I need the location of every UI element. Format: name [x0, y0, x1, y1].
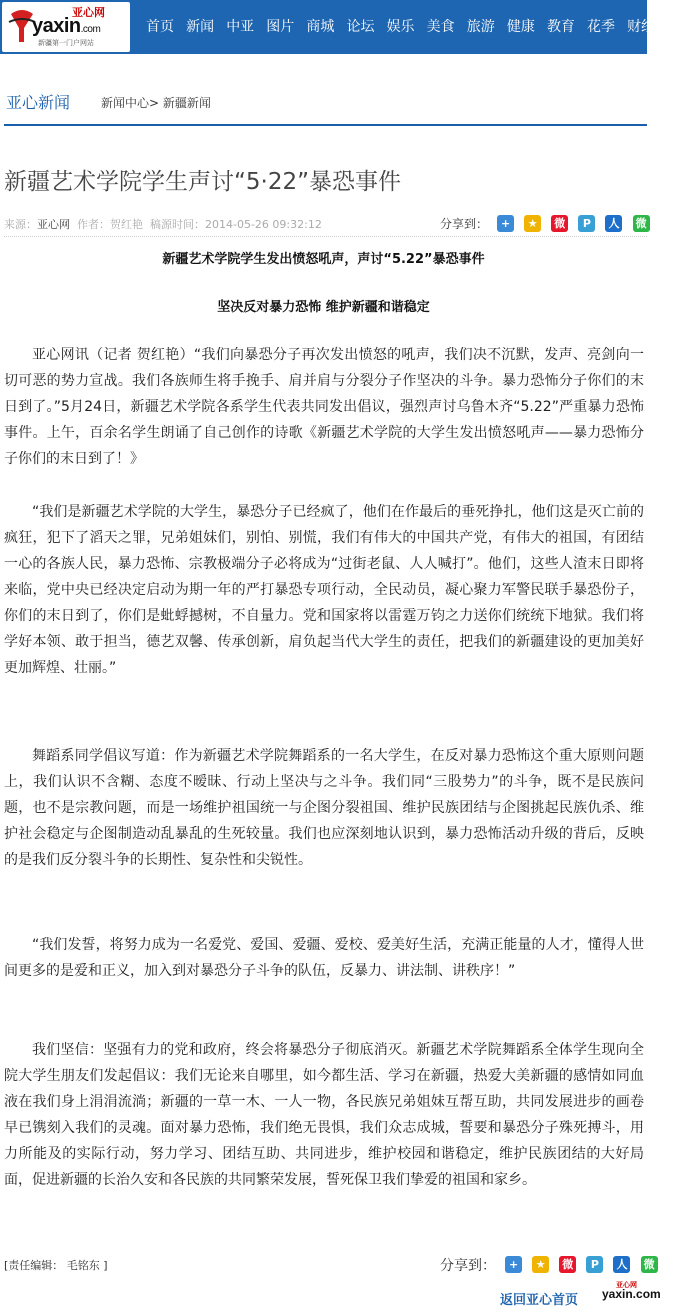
author: 作者：贺红艳 — [77, 218, 143, 231]
qq-space-star-icon[interactable]: ★ — [524, 215, 541, 232]
back-home-link[interactable]: 返回亚心首页 — [500, 1293, 579, 1308]
logo-brand-en: yaxin.com — [32, 15, 101, 37]
breadcrumb-leaf[interactable]: 新疆新闻 — [162, 96, 211, 110]
header-divider — [4, 124, 647, 126]
breadcrumb-bar — [0, 90, 647, 118]
weibo-icon[interactable]: 微 — [559, 1256, 576, 1273]
main-nav — [146, 16, 688, 36]
article-title: 新疆艺术学院学生声讨“5·22”暴恐事件 — [4, 169, 402, 195]
footer-logo[interactable] — [590, 1280, 661, 1308]
nav-item[interactable]: 旅游 — [466, 19, 495, 35]
responsible-editor: [责任编辑： 毛铭东 ] — [4, 1259, 108, 1272]
qzone-icon[interactable]: + — [497, 215, 514, 232]
source-label: 来源： — [4, 218, 37, 231]
weibo-icon[interactable]: 微 — [551, 215, 568, 232]
nav-item[interactable]: 花季 — [587, 19, 616, 35]
meta-divider — [4, 236, 647, 237]
nav-item[interactable]: 美食 — [426, 19, 455, 35]
source-link[interactable]: 亚心网 — [37, 218, 70, 231]
article-subtitle: 坚决反对暴力恐怖 维护新疆和谐稳定 — [217, 300, 430, 315]
share-bar-top — [440, 213, 655, 233]
top-nav-bar — [0, 0, 682, 54]
article-paragraph: 我们坚信：坚强有力的党和政府，终会将暴恐分子彻底消灭。新疆艺术学院舞蹈系全体学生现向全院大学生朋友们发起倡议：我们无论来自哪里，如今都生活、学习在新疆，热爱大美新疆的感情如同血液在我们身上涓涓流淌；新疆的一草一木、一人一物，各民族兄弟姐妹互帮互助，共同发展进步的画卷早已镌刻入我们的灵魂。面对暴力恐怖，我们绝无畏惧，我们众志成城，誓要和暴恐分子殊死搏斗，用力所能及的实际行动，努力学习、团结互助、共同进步，维护校园和谐稳定，维护民族团结的大好局面，促进新疆的长治久安和各民族的共同繁荣发展，誓死保卫我们挚爱的祖国和家乡。 — [4, 1042, 644, 1188]
nav-item[interactable]: 财经 — [627, 19, 656, 35]
tencent-weibo-icon[interactable]: P — [578, 215, 595, 232]
article-paragraph: 舞蹈系同学倡议写道：作为新疆艺术学院舞蹈系的一名大学生，在反对暴力恐怖这个重大原则问题上，我们认识不含糊、态度不暧昧、行动上坚决与之斗争。我们同“三股势力”的斗争，既不是民族问题，也不是宗教问题，而是一场维护祖国统一与企图分裂祖国、维护民族团结与企图挑起民族仇杀、维护社会稳定与企图制造动乱暴乱的生死较量。我们也应深刻地认识到，暴力恐怖活动升级的背后，反映的是我们反分裂斗争的长期性、复杂性和尖锐性。 — [4, 748, 644, 868]
share-label: 分享到： — [440, 1257, 496, 1274]
nav-item[interactable]: 首页 — [146, 19, 174, 35]
publish-time: 稿源时间：2014-05-26 09:32:12 — [150, 218, 322, 231]
breadcrumb-root[interactable]: 新闻中心 — [101, 96, 150, 110]
tencent-weibo-icon[interactable]: P — [586, 1256, 603, 1273]
nav-item[interactable]: 商城 — [306, 19, 335, 35]
wechat-icon[interactable]: 微 — [641, 1256, 658, 1273]
qzone-icon[interactable]: + — [505, 1256, 522, 1273]
wechat-icon[interactable]: 微 — [633, 215, 650, 232]
footer-logo-cn: 亚心网 — [616, 1281, 637, 1289]
nav-item[interactable]: 新闻 — [186, 19, 215, 35]
share-label: 分享到： — [440, 217, 489, 231]
breadcrumb-separator: > — [149, 96, 160, 110]
nav-item[interactable]: 房 — [667, 19, 682, 35]
article-paragraph: “我们是新疆艺术学院的大学生，暴恐分子已经疯了，他们在作最后的垂死挣扎，他们这是灭亡前的疯狂，犯下了滔天之罪，兄弟姐妹们，别怕、别慌，我们有伟大的中国共产党，有伟大的祖国，有团结一心的各族人民，暴力恐怖、宗教极端分子必将成为“过街老鼠、人人喊打”。他们，这些人渣末日即将来临，党中央已经决定启动为期一年的严打暴恐专项行动，全民动员，凝心聚力军警民联手暴恐份子，你们的末日到了，你们是蚍蜉撼树，不自量力。党和国家将以雷霆万钧之力送你们统统下地狱。我们将学好本领、敢于担当，德艺双馨、传承创新，肩负起当代大学生的责任，把我们的新疆建设的更加美好更加辉煌、壮丽。” — [4, 504, 644, 676]
site-logo[interactable] — [2, 2, 130, 52]
nav-item[interactable]: 中亚 — [226, 19, 255, 35]
logo-brand-cn: 亚心网 — [72, 6, 105, 19]
article-paragraph: “我们发誓，将努力成为一名爱党、爱国、爱疆、爱校、爱美好生活，充满正能量的人才，懂得人世间更多的是爱和正义，加入到对暴恐分子斗争的队伍，反暴力、讲法制、讲秩序！” — [4, 937, 644, 979]
nav-item[interactable]: 论坛 — [346, 19, 375, 35]
nav-item[interactable]: 教育 — [546, 19, 575, 35]
renren-icon[interactable]: 人 — [605, 215, 622, 232]
nav-item[interactable]: 健康 — [506, 19, 535, 35]
logo-slogan: 新疆第一门户网站 — [38, 39, 94, 47]
renren-icon[interactable]: 人 — [613, 1256, 630, 1273]
section-title[interactable]: 亚心新闻 — [6, 93, 71, 112]
share-bar-bottom — [440, 1254, 663, 1274]
nav-item[interactable]: 图片 — [266, 19, 295, 35]
footer-logo-en: yaxin.com — [602, 1287, 661, 1301]
article-subtitle: 新疆艺术学院学生发出愤怒吼声，声讨“5.22”暴恐事件 — [162, 252, 485, 267]
article-paragraph: 亚心网讯（记者 贺红艳）“我们向暴恐分子再次发出愤怒的吼声，我们决不沉默，发声、亮剑向一切可恶的势力宣战。我们各族师生将手挽手、肩并肩与分裂分子作坚决的斗争。暴力恐怖分子你们的末日到了。”5月24日，新疆艺术学院各系学生代表共同发出倡议，强烈声讨乌鲁木齐“5.22”严重暴力恐怖事件。上午，百余名学生朗诵了自己创作的诗歌《新疆艺术学院的大学生发出愤怒吼声——暴力恐怖分子你们的末日到了！》 — [4, 347, 644, 467]
breadcrumb — [101, 94, 211, 111]
article-meta — [4, 216, 322, 232]
nav-item[interactable]: 娱乐 — [386, 19, 415, 35]
qq-space-star-icon[interactable]: ★ — [532, 1256, 549, 1273]
